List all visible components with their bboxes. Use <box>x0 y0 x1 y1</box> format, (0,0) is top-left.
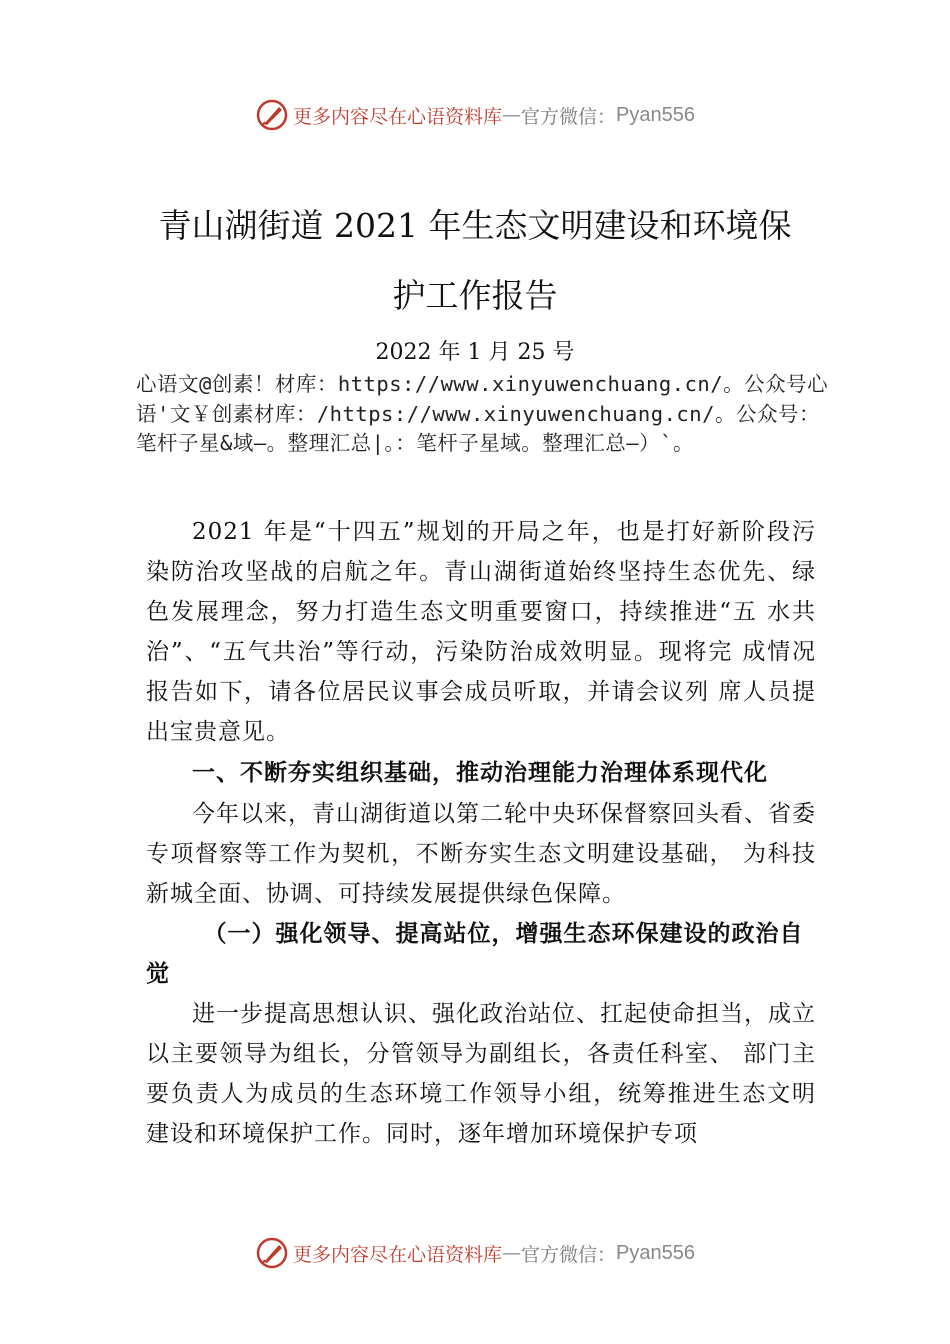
document-title-line2: 护工作报告 <box>392 276 558 315</box>
banner-wechat-label: 官方微信： <box>521 1243 617 1266</box>
document-date: 2022 年 1 月 25 号 <box>375 340 575 365</box>
subsection-1-heading: （一）强化领导、提高站位，增强生态环保建设的政治自觉 <box>146 920 804 987</box>
banner-dash: — <box>502 1242 522 1264</box>
banner-dash: — <box>502 104 522 126</box>
subsection-1-paragraph: 进一步提高思想认识、强化政治站位、扛起使命担当，成立以主要领导为组长，分管领导为副组长，各责任科室、 部门主要负责人为成员的生态环境工作领导小组，统筹推进生态文明建设和环境保护工作。同时，逐年增加环境保护专项 <box>146 1001 816 1147</box>
section-1-heading: 一、不断夯实组织基础，推动治理能力治理体系现代化 <box>192 760 768 786</box>
banner-wechat-id: Pyan556 <box>616 1241 695 1264</box>
document-body <box>146 512 816 1154</box>
quill-seal-icon <box>255 1236 289 1270</box>
watermark-text: 心语文@创素！材库：https://www.xinyuwenchuang.cn/。公众号心语'文￥创素材库：/https://www.xinyuwenchuang.cn/。公众号：笔杆子星&域—。整理汇总|。：笔杆子星域。整理汇总—）`。 <box>136 372 829 455</box>
banner-wechat-label: 官方微信： <box>521 105 617 128</box>
header-banner <box>0 95 950 135</box>
banner-text: 更多内容尽在心语资料库 <box>293 105 503 128</box>
banner-wechat-id: Pyan556 <box>616 103 695 126</box>
quill-seal-icon <box>255 98 289 132</box>
intro-paragraph: 2021 年是“十四五”规划的开局之年，也是打好新阶段污染防治攻坚战的启航之年。青山湖街道始终坚持生态优先、绿色发展理念，努力打造生态文明重要窗口，持续推进“五 水共治”、“五气共治”等行动，污染防治成效明显。现将完 成情况报告如下，请各位居民议事会成员听取，并请会议列 席人员提出宝贵意见。 <box>146 519 816 745</box>
footer-banner <box>0 1233 950 1273</box>
document-title-line1: 青山湖街道 2021 年生态文明建设和环境保 <box>158 206 792 245</box>
section-1-paragraph: 今年以来，青山湖街道以第二轮中央环保督察回头看、省委专项督察等工作为契机，不断夯实生态文明建设基础， 为科技新城全面、协调、可持续发展提供绿色保障。 <box>146 801 816 907</box>
banner-text: 更多内容尽在心语资料库 <box>293 1243 503 1266</box>
